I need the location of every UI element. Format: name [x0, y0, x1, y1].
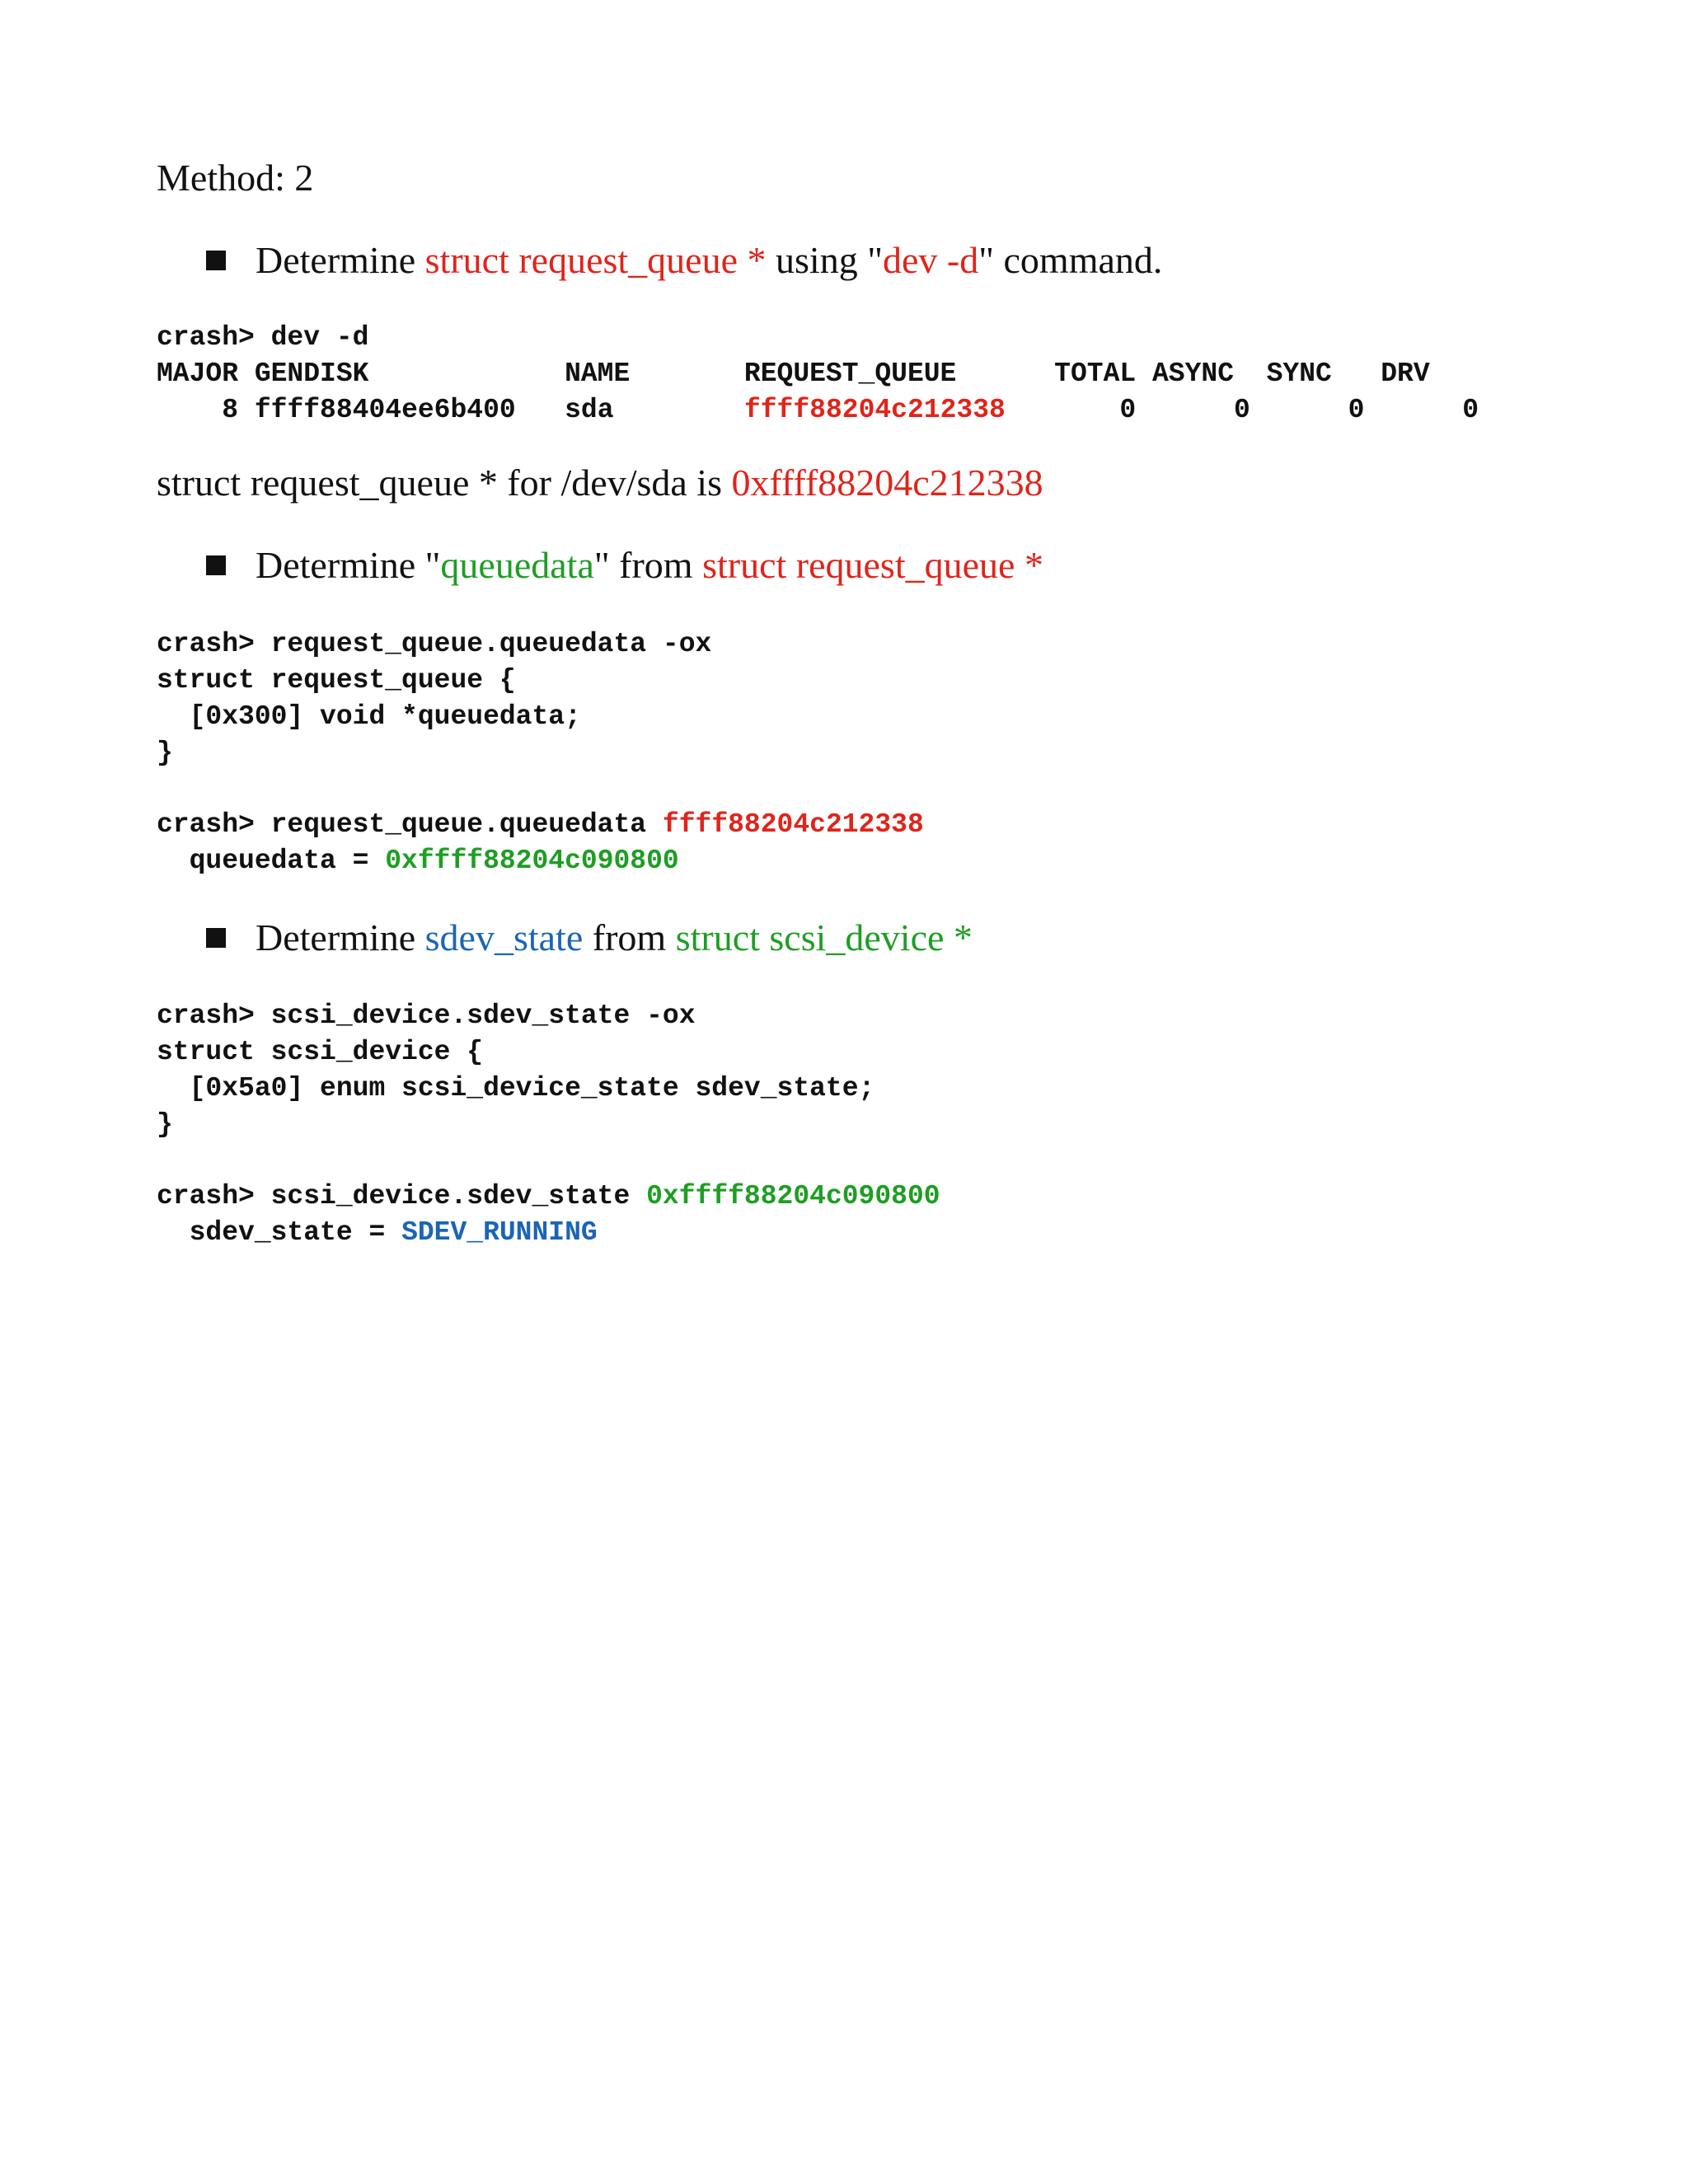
queuedata-cmd: crash> request_queue.queuedata — [157, 809, 663, 840]
dev-row-major: 8 — [157, 395, 239, 425]
queuedata-command-line — [157, 807, 924, 843]
bullet3-mid: from — [583, 916, 676, 958]
bullet-item-3 — [206, 915, 973, 961]
queuedata-arg: ffff88204c212338 — [662, 809, 924, 840]
bullet2-field: queuedata — [440, 544, 594, 586]
sdev-struct-line-4: } — [157, 1109, 173, 1140]
sdev-struct-block — [157, 998, 874, 1143]
sdev-value-block — [157, 1179, 940, 1251]
dev-row-queue: ffff88204c212338 — [743, 395, 1006, 425]
sdev-result-value: SDEV_RUNNING — [401, 1217, 598, 1248]
sentence1-text: struct request_queue * for /dev/sda is — [157, 462, 732, 504]
queue-address-sentence — [157, 460, 1043, 506]
bullet1-suffix: " command. — [978, 239, 1163, 281]
bullet-square-icon — [206, 555, 226, 575]
queuedata-struct-line-4: } — [157, 738, 173, 768]
queuedata-struct-line-1: crash> request_queue.queuedata -ox — [157, 629, 712, 659]
bullet1-cmd: dev -d — [882, 239, 979, 281]
dev-row-counts: 0 0 0 0 — [1005, 395, 1479, 425]
sdev-struct-line-2: struct scsi_device { — [157, 1037, 484, 1067]
queuedata-result-line — [157, 843, 924, 879]
bullet1-struct: struct request_queue * — [424, 239, 767, 281]
bullet-square-icon — [206, 251, 226, 270]
bullet1-prefix: Determine — [256, 239, 425, 281]
bullet3-prefix: Determine — [256, 916, 425, 958]
bullet1-mid: using " — [766, 239, 883, 281]
bullet2-prefix: Determine " — [256, 544, 441, 586]
section-heading: Method: 2 — [157, 157, 314, 199]
dev-row-name: sda — [565, 395, 744, 425]
queuedata-struct-line-2: struct request_queue { — [157, 665, 516, 696]
sdev-struct-line-1: crash> scsi_device.sdev_state -ox — [157, 1001, 696, 1031]
sdev-arg: 0xffff88204c090800 — [646, 1181, 940, 1212]
queuedata-struct-line-3: [0x300] void *queuedata; — [157, 701, 581, 732]
dev-table-header: MAJOR GENDISK NAME REQUEST_QUEUE TOTAL ASYNC SYNC DRV — [157, 359, 1430, 389]
queuedata-result-label: queuedata = — [157, 846, 386, 876]
sdev-command-line — [157, 1179, 940, 1215]
dev-table-row — [157, 392, 1479, 429]
bullet-square-icon — [206, 928, 226, 948]
sdev-struct-line-3: [0x5a0] enum scsi_device_state sdev_state; — [157, 1073, 875, 1104]
queuedata-result-value: 0xffff88204c090800 — [385, 846, 679, 876]
bullet-item-1 — [206, 237, 1162, 284]
dev-row-gendisk: ffff88404ee6b400 — [238, 395, 565, 425]
sentence1-value: 0xffff88204c212338 — [731, 462, 1043, 504]
bullet2-mid: " from — [593, 544, 703, 586]
sdev-result-line — [157, 1215, 940, 1251]
dev-command-line: crash> dev -d — [157, 322, 369, 353]
bullet2-struct: struct request_queue * — [702, 544, 1043, 586]
sdev-result-label: sdev_state = — [157, 1217, 402, 1248]
bullet-item-2 — [206, 542, 1043, 588]
queuedata-struct-block — [157, 626, 711, 771]
sdev-cmd: crash> scsi_device.sdev_state — [157, 1181, 647, 1212]
dev-output-block — [157, 320, 1479, 429]
queuedata-value-block — [157, 807, 924, 879]
bullet3-struct: struct scsi_device * — [675, 916, 973, 958]
bullet3-field: sdev_state — [424, 916, 584, 958]
